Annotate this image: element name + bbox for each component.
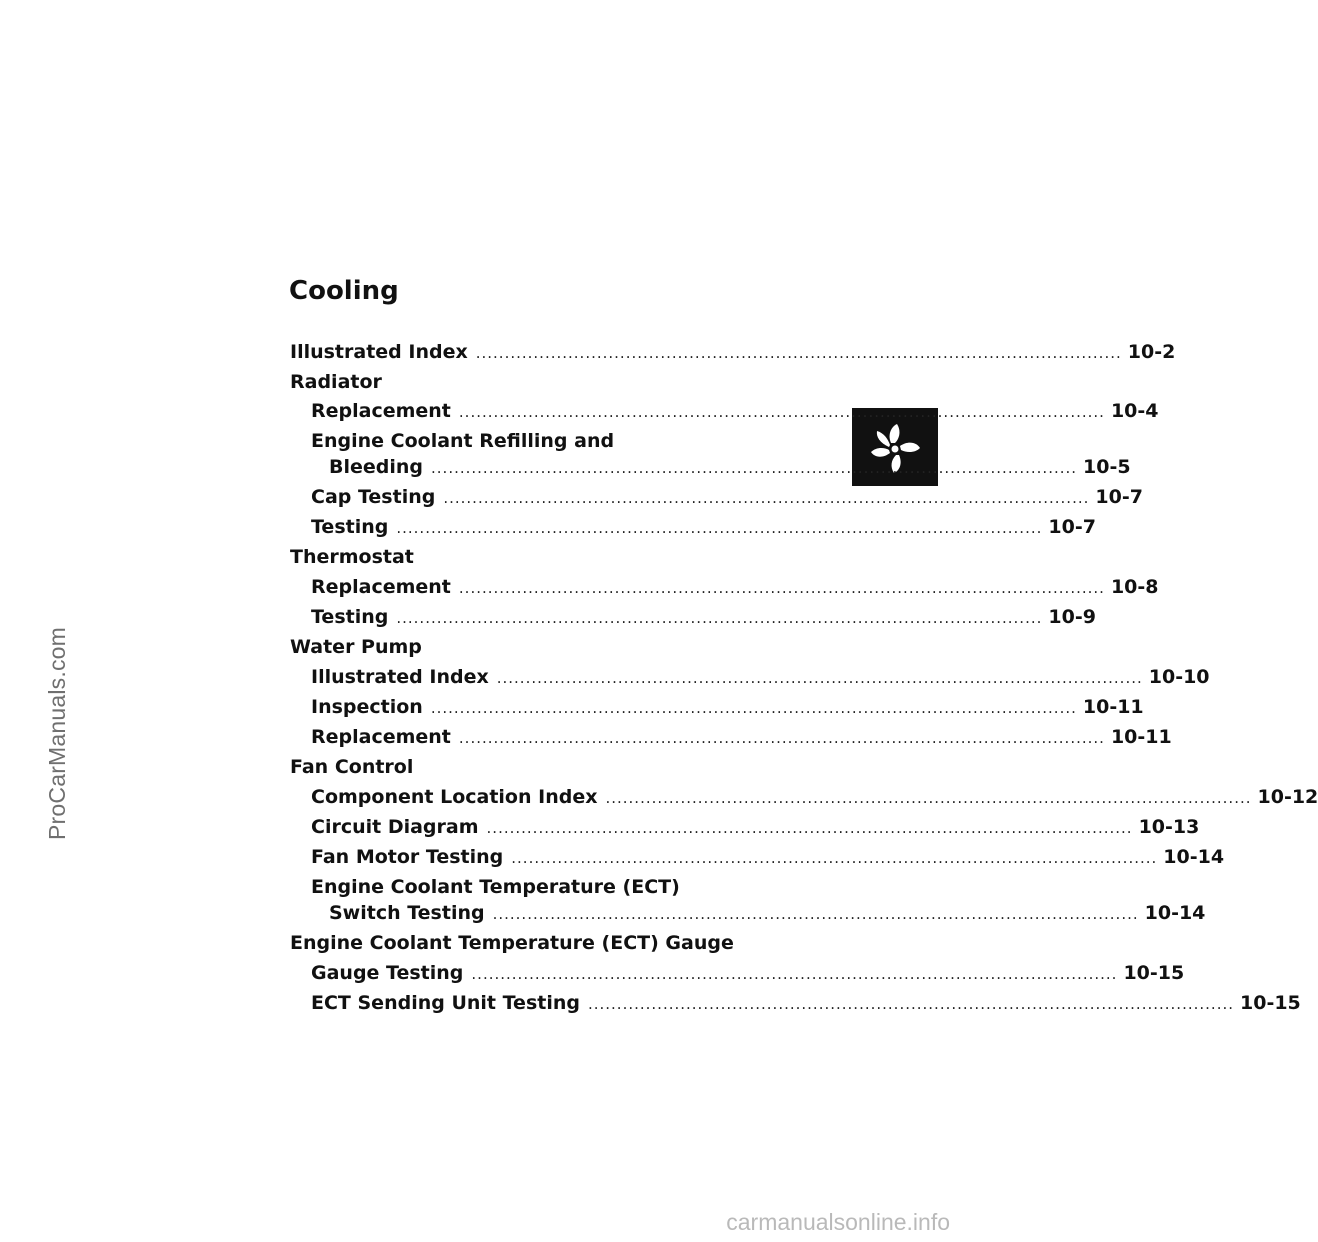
toc-entry-illustrated-index[interactable] xyxy=(290,340,1176,364)
toc-entry-page: 10-15 xyxy=(1240,992,1301,1014)
dot-leader: ................................................................................................................ xyxy=(443,489,1090,507)
toc-entry-page: 10-11 xyxy=(1110,726,1172,748)
dot-leader: ................................................................................................................ xyxy=(458,579,1105,597)
toc-heading-label: Fan Control xyxy=(290,756,414,778)
toc-heading-thermostat xyxy=(290,545,745,569)
toc-entry-ect-switch-testing[interactable] xyxy=(290,901,1206,925)
dot-leader: ................................................................................................................ xyxy=(496,669,1143,687)
toc-entry-page: 10-8 xyxy=(1110,576,1159,598)
toc-entry-label: Engine Coolant Temperature (ECT) xyxy=(311,876,680,898)
dot-leader: ................................................................................................................ xyxy=(587,995,1234,1013)
toc-entry-refilling-line1[interactable] xyxy=(290,429,745,453)
toc-entry-label: Switch Testing xyxy=(329,902,485,924)
dot-leader: ................................................................................................................ xyxy=(396,519,1043,537)
toc-heading-water-pump xyxy=(290,635,745,659)
toc-entry-label: Replacement xyxy=(311,726,451,748)
toc-entry-label: ECT Sending Unit Testing xyxy=(311,992,580,1014)
toc-heading-fan-control xyxy=(290,755,745,779)
toc-heading-label: Engine Coolant Temperature (ECT) Gauge xyxy=(290,932,734,954)
dot-leader: ................................................................................................................ xyxy=(475,344,1122,362)
toc-entry-label: Testing xyxy=(311,606,389,628)
dot-leader: ................................................................................................................ xyxy=(431,459,1078,477)
dot-leader: ................................................................................................................ xyxy=(396,609,1043,627)
toc-entry-refilling-bleeding[interactable] xyxy=(290,455,1131,479)
toc-entry-page: 10-11 xyxy=(1082,696,1144,718)
toc-entry-thermostat-replacement[interactable] xyxy=(290,575,1159,599)
toc-entry-label: Inspection xyxy=(311,696,423,718)
toc-heading-ect-gauge xyxy=(290,931,745,955)
toc-entry-water-pump-index[interactable] xyxy=(290,665,1210,689)
toc-entry-page: 10-4 xyxy=(1110,400,1159,422)
toc-entry-cap-testing[interactable] xyxy=(290,485,1143,509)
dot-leader: ................................................................................................................ xyxy=(458,729,1105,747)
toc-entry-page: 10-7 xyxy=(1048,516,1096,538)
toc-entry-page: 10-13 xyxy=(1138,816,1200,838)
dot-leader: ................................................................................................................ xyxy=(511,849,1158,867)
toc-heading-label: Radiator xyxy=(290,371,382,393)
toc-heading-radiator xyxy=(290,370,745,394)
toc-entry-page: 10-9 xyxy=(1048,606,1096,628)
toc-entry-ect-switch-line1[interactable] xyxy=(290,875,745,899)
toc-entry-page: 10-7 xyxy=(1095,486,1143,508)
toc-entry-label: Illustrated Index xyxy=(290,341,468,363)
toc-entry-page: 10-15 xyxy=(1123,962,1185,984)
toc-entry-radiator-testing[interactable] xyxy=(290,515,1096,539)
toc-entry-label: Fan Motor Testing xyxy=(311,846,504,868)
dot-leader: ................................................................................................................ xyxy=(471,965,1118,983)
toc-entry-thermostat-testing[interactable] xyxy=(290,605,1096,629)
page-title: Cooling xyxy=(289,276,399,306)
toc-entry-page: 10-2 xyxy=(1127,341,1176,363)
toc-entry-label: Testing xyxy=(311,516,389,538)
side-watermark: ProCarManuals.com xyxy=(44,626,70,840)
toc-entry-page: 10-10 xyxy=(1148,666,1210,688)
toc-entry-component-location[interactable] xyxy=(290,785,1318,809)
toc-entry-label: Engine Coolant Refilling and xyxy=(311,430,615,452)
toc-heading-label: Water Pump xyxy=(290,636,422,658)
toc-entry-sending-unit-testing[interactable] xyxy=(290,991,1301,1015)
dot-leader: ................................................................................................................ xyxy=(458,403,1105,421)
toc-entry-label: Illustrated Index xyxy=(311,666,489,688)
toc-entry-page: 10-12 xyxy=(1257,786,1318,808)
toc-entry-label: Bleeding xyxy=(329,456,424,478)
toc-entry-page: 10-5 xyxy=(1083,456,1131,478)
toc-entry-page: 10-14 xyxy=(1163,846,1225,868)
toc-entry-circuit-diagram[interactable] xyxy=(290,815,1200,839)
toc-entry-fan-motor-testing[interactable] xyxy=(290,845,1225,869)
dot-leader: ................................................................................................................ xyxy=(486,819,1133,837)
toc-entry-label: Cap Testing xyxy=(311,486,436,508)
toc-entry-label: Gauge Testing xyxy=(311,962,464,984)
toc-entry-water-pump-replacement[interactable] xyxy=(290,725,1172,749)
toc-entry-page: 10-14 xyxy=(1144,902,1206,924)
toc-entry-gauge-testing[interactable] xyxy=(290,961,1185,985)
toc-entry-radiator-replacement[interactable] xyxy=(290,399,1159,423)
dot-leader: ................................................................................................................ xyxy=(492,905,1139,923)
toc-heading-label: Thermostat xyxy=(290,546,414,568)
toc-entry-label: Replacement xyxy=(311,400,451,422)
toc-entry-label: Replacement xyxy=(311,576,451,598)
dot-leader: ................................................................................................................ xyxy=(605,789,1252,807)
toc-entry-inspection[interactable] xyxy=(290,695,1144,719)
dot-leader: ................................................................................................................ xyxy=(430,699,1077,717)
table-of-contents xyxy=(290,340,1318,1015)
bottom-watermark: carmanualsonline.info xyxy=(726,1209,950,1235)
toc-entry-label: Circuit Diagram xyxy=(311,816,479,838)
toc-entry-label: Component Location Index xyxy=(311,786,598,808)
